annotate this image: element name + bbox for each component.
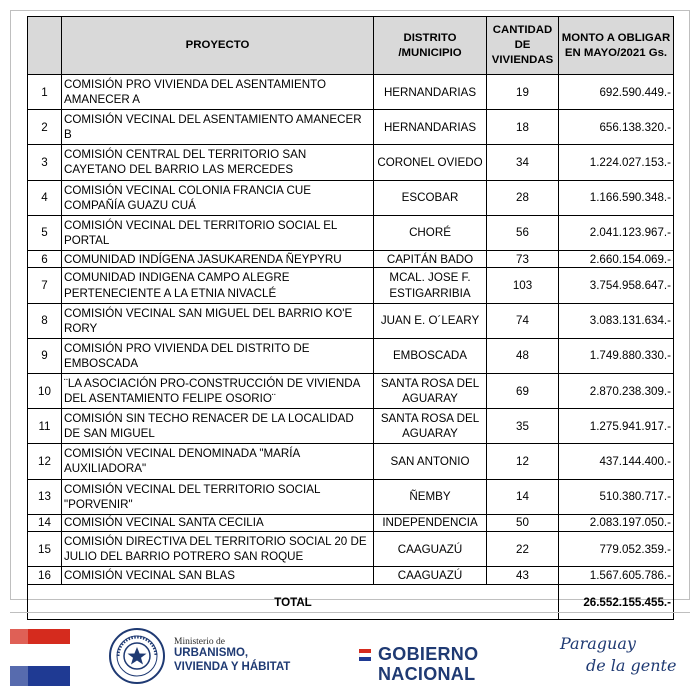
slogan-logo bbox=[560, 633, 680, 677]
row-number: 4 bbox=[28, 180, 62, 215]
row-number: 16 bbox=[28, 567, 62, 585]
quantity-cell: 12 bbox=[487, 444, 559, 479]
project-cell: COMUNIDAD INDÍGENA JASUKARENDA ÑEYPYRU bbox=[62, 250, 374, 268]
table-row bbox=[28, 215, 674, 250]
district-cell: MCAL. JOSE F. ESTIGARRIBIA bbox=[374, 268, 487, 303]
total-label: TOTAL bbox=[28, 584, 559, 619]
gobierno-line-1: GOBIERNO bbox=[378, 644, 479, 664]
district-cell: JUAN E. O´LEARY bbox=[374, 303, 487, 338]
district-cell: HERNANDARIAS bbox=[374, 110, 487, 145]
amount-cell: 2.870.238.309.- bbox=[559, 374, 674, 409]
header-quantity: CANTIDAD DE VIVIENDAS bbox=[487, 17, 559, 75]
quantity-cell: 50 bbox=[487, 514, 559, 532]
table-row bbox=[28, 374, 674, 409]
project-cell: COMISIÓN VECINAL DEL ASENTAMIENTO AMANECER B bbox=[62, 110, 374, 145]
slogan-line-2: de la gente bbox=[586, 656, 677, 675]
row-number: 6 bbox=[28, 250, 62, 268]
amount-cell: 1.749.880.330.- bbox=[559, 338, 674, 373]
quantity-cell: 14 bbox=[487, 479, 559, 514]
amount-cell: 3.754.958.647.- bbox=[559, 268, 674, 303]
table-row bbox=[28, 409, 674, 444]
projects-table bbox=[27, 16, 674, 620]
project-cell: COMISIÓN VECINAL SANTA CECILIA bbox=[62, 514, 374, 532]
table-row bbox=[28, 250, 674, 268]
amount-cell: 656.138.320.- bbox=[559, 110, 674, 145]
footer bbox=[0, 613, 700, 700]
project-cell: COMISIÓN VECINAL SAN BLAS bbox=[62, 567, 374, 585]
table-row bbox=[28, 110, 674, 145]
row-number: 13 bbox=[28, 479, 62, 514]
amount-cell: 3.083.131.634.- bbox=[559, 303, 674, 338]
national-seal-icon bbox=[108, 627, 166, 685]
quantity-cell: 73 bbox=[487, 250, 559, 268]
row-number: 15 bbox=[28, 532, 62, 567]
district-cell: HERNANDARIAS bbox=[374, 75, 487, 110]
district-cell: CAAGUAZÚ bbox=[374, 532, 487, 567]
project-cell: COMISIÓN VECINAL DEL TERRITORIO SOCIAL EL PORTAL bbox=[62, 215, 374, 250]
project-cell: COMUNIDAD INDIGENA CAMPO ALEGRE PERTENECIENTE A LA ETNIA NIVACLÉ bbox=[62, 268, 374, 303]
gobierno-flag-icon bbox=[359, 649, 371, 661]
quantity-cell: 35 bbox=[487, 409, 559, 444]
table-row bbox=[28, 444, 674, 479]
district-cell: CAAGUAZÚ bbox=[374, 567, 487, 585]
row-number: 10 bbox=[28, 374, 62, 409]
row-number: 7 bbox=[28, 268, 62, 303]
district-cell: EMBOSCADA bbox=[374, 338, 487, 373]
total-amount: 26.552.155.455.- bbox=[559, 584, 674, 619]
row-number: 2 bbox=[28, 110, 62, 145]
quantity-cell: 48 bbox=[487, 338, 559, 373]
quantity-cell: 18 bbox=[487, 110, 559, 145]
project-cell: COMISIÓN VECINAL DEL TERRITORIO SOCIAL "PORVENIR" bbox=[62, 479, 374, 514]
row-number: 9 bbox=[28, 338, 62, 373]
amount-cell: 1.275.941.917.- bbox=[559, 409, 674, 444]
district-cell: CORONEL OVIEDO bbox=[374, 145, 487, 180]
header-number bbox=[28, 17, 62, 75]
amount-cell: 1.567.605.786.- bbox=[559, 567, 674, 585]
ministry-small: Ministerio de bbox=[174, 637, 225, 647]
district-cell: SANTA ROSA DEL AGUARAY bbox=[374, 409, 487, 444]
project-cell: COMISIÓN CENTRAL DEL TERRITORIO SAN CAYETANO DEL BARRIO LAS MERCEDES bbox=[62, 145, 374, 180]
row-number: 1 bbox=[28, 75, 62, 110]
quantity-cell: 74 bbox=[487, 303, 559, 338]
amount-cell: 2.083.197.050.- bbox=[559, 514, 674, 532]
district-cell: SANTA ROSA DEL AGUARAY bbox=[374, 374, 487, 409]
table-row bbox=[28, 145, 674, 180]
table-row bbox=[28, 567, 674, 585]
quantity-cell: 19 bbox=[487, 75, 559, 110]
row-number: 8 bbox=[28, 303, 62, 338]
table-row bbox=[28, 338, 674, 373]
quantity-cell: 43 bbox=[487, 567, 559, 585]
quantity-cell: 56 bbox=[487, 215, 559, 250]
district-cell: ÑEMBY bbox=[374, 479, 487, 514]
district-cell: CHORÉ bbox=[374, 215, 487, 250]
table-header-row bbox=[28, 17, 674, 75]
table-row bbox=[28, 75, 674, 110]
row-number: 12 bbox=[28, 444, 62, 479]
ministry-line-2: VIVIENDA Y HÁBITAT bbox=[174, 661, 291, 674]
amount-cell: 437.144.400.- bbox=[559, 444, 674, 479]
project-cell: COMISIÓN VECINAL SAN MIGUEL DEL BARRIO KO'E RORY bbox=[62, 303, 374, 338]
row-number: 14 bbox=[28, 514, 62, 532]
amount-cell: 779.052.359.- bbox=[559, 532, 674, 567]
quantity-cell: 69 bbox=[487, 374, 559, 409]
ministry-logo-text bbox=[174, 637, 334, 675]
quantity-cell: 103 bbox=[487, 268, 559, 303]
quantity-cell: 28 bbox=[487, 180, 559, 215]
row-number: 5 bbox=[28, 215, 62, 250]
slogan-line-1: Paraguay bbox=[560, 634, 636, 653]
quantity-cell: 34 bbox=[487, 145, 559, 180]
gobierno-nacional-logo bbox=[378, 644, 478, 684]
paraguay-flag-icon bbox=[10, 629, 70, 686]
project-cell: COMISIÓN VECINAL COLONIA FRANCIA CUE COMPAÑÍA GUAZU CUÁ bbox=[62, 180, 374, 215]
district-cell: ESCOBAR bbox=[374, 180, 487, 215]
project-cell: ¨LA ASOCIACIÓN PRO-CONSTRUCCIÓN DE VIVIENDA DEL ASENTAMIENTO FELIPE OSORIO¨ bbox=[62, 374, 374, 409]
table-row bbox=[28, 532, 674, 567]
table-row bbox=[28, 479, 674, 514]
amount-cell: 1.166.590.348.- bbox=[559, 180, 674, 215]
district-cell: INDEPENDENCIA bbox=[374, 514, 487, 532]
project-cell: COMISIÓN PRO VIVIENDA DEL DISTRITO DE EMBOSCADA bbox=[62, 338, 374, 373]
amount-cell: 2.660.154.069.- bbox=[559, 250, 674, 268]
header-project: PROYECTO bbox=[62, 17, 374, 75]
gobierno-line-2: NACIONAL bbox=[378, 664, 476, 684]
table-row bbox=[28, 514, 674, 532]
header-amount: MONTO A OBLIGAR EN MAYO/2021 Gs. bbox=[559, 17, 674, 75]
amount-cell: 2.041.123.967.- bbox=[559, 215, 674, 250]
table-row bbox=[28, 268, 674, 303]
amount-cell: 510.380.717.- bbox=[559, 479, 674, 514]
header-district: DISTRITO /MUNICIPIO bbox=[374, 17, 487, 75]
quantity-cell: 22 bbox=[487, 532, 559, 567]
row-number: 3 bbox=[28, 145, 62, 180]
amount-cell: 1.224.027.153.- bbox=[559, 145, 674, 180]
project-cell: COMISIÓN SIN TECHO RENACER DE LA LOCALIDAD DE SAN MIGUEL bbox=[62, 409, 374, 444]
amount-cell: 692.590.449.- bbox=[559, 75, 674, 110]
ministry-line-1: URBANISMO, bbox=[174, 647, 249, 660]
project-cell: COMISIÓN PRO VIVIENDA DEL ASENTAMIENTO AMANECER A bbox=[62, 75, 374, 110]
district-cell: CAPITÁN BADO bbox=[374, 250, 487, 268]
district-cell: SAN ANTONIO bbox=[374, 444, 487, 479]
row-number: 11 bbox=[28, 409, 62, 444]
table-body bbox=[28, 75, 674, 620]
table-row bbox=[28, 180, 674, 215]
project-cell: COMISIÓN DIRECTIVA DEL TERRITORIO SOCIAL 20 DE JULIO DEL BARRIO POTRERO SAN ROQUE bbox=[62, 532, 374, 567]
table-row bbox=[28, 303, 674, 338]
project-cell: COMISIÓN VECINAL DENOMINADA "MARÍA AUXILIADORA" bbox=[62, 444, 374, 479]
